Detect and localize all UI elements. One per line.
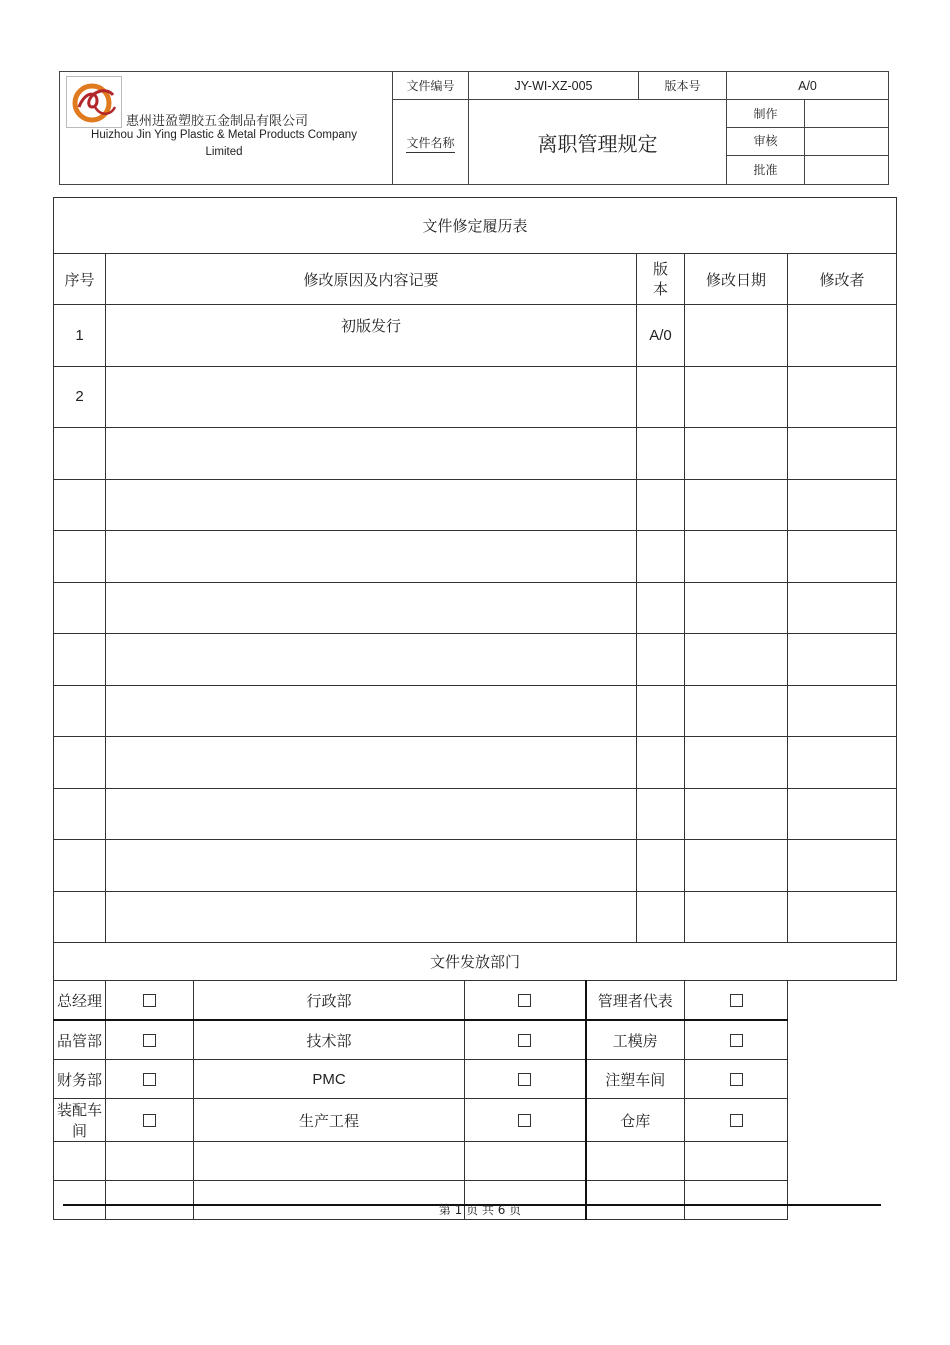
revision-header-version xyxy=(637,254,685,305)
revision-header-version-line2: 本 xyxy=(652,280,668,298)
revision-seq-cell xyxy=(54,582,106,634)
distribution-blank-cell xyxy=(685,1142,788,1181)
revision-reason-cell: 初版发行 xyxy=(106,305,637,367)
revision-reason-cell xyxy=(106,634,637,686)
revision-row xyxy=(54,685,897,737)
company-name-en-line1: Huizhou Jin Ying Plastic & Metal Products Company xyxy=(91,129,357,141)
checkbox-icon[interactable] xyxy=(518,1114,531,1127)
revision-row xyxy=(54,634,897,686)
revision-seq-cell: 1 xyxy=(54,305,106,367)
department-checkbox-cell xyxy=(106,1099,194,1142)
department-label: 管理者代表 xyxy=(586,981,685,1021)
revision-date-cell xyxy=(685,428,788,480)
review-value xyxy=(805,128,888,156)
revision-date-cell xyxy=(685,531,788,583)
revision-date-cell xyxy=(685,737,788,789)
revision-reason-cell xyxy=(106,891,637,943)
revision-row xyxy=(54,788,897,840)
revision-row xyxy=(54,428,897,480)
department-label: 品管部 xyxy=(54,1020,106,1060)
revision-row xyxy=(54,479,897,531)
department-checkbox-cell xyxy=(685,1060,788,1099)
revision-reason-cell xyxy=(106,366,637,428)
revision-row xyxy=(54,840,897,892)
revision-modifier-cell xyxy=(788,685,897,737)
revision-header-date: 修改日期 xyxy=(685,254,788,305)
revision-date-cell xyxy=(685,788,788,840)
review-approve-labels xyxy=(727,128,805,185)
distribution-row xyxy=(54,1060,897,1099)
revision-reason-cell xyxy=(106,428,637,480)
department-checkbox-cell xyxy=(685,1099,788,1142)
revision-seq-cell xyxy=(54,479,106,531)
department-label: 总经理 xyxy=(54,981,106,1021)
revision-modifier-cell xyxy=(788,428,897,480)
revision-header-seq: 序号 xyxy=(54,254,106,305)
revision-reason-cell xyxy=(106,531,637,583)
doc-no-value: JY-WI-XZ-005 xyxy=(469,72,639,100)
distribution-blank-cell xyxy=(586,1142,685,1181)
revision-seq-cell xyxy=(54,531,106,583)
distribution-row xyxy=(54,1020,897,1060)
revision-version-cell xyxy=(637,582,685,634)
revision-version-cell xyxy=(637,428,685,480)
department-label: PMC xyxy=(194,1060,465,1099)
version-value: A/0 xyxy=(727,72,889,100)
distribution-row xyxy=(54,1099,897,1142)
checkbox-icon[interactable] xyxy=(518,1034,531,1047)
revision-row xyxy=(54,582,897,634)
revision-date-cell xyxy=(685,634,788,686)
checkbox-icon[interactable] xyxy=(730,994,743,1007)
revision-modifier-cell xyxy=(788,840,897,892)
distribution-row xyxy=(54,981,897,1021)
revision-reason-cell xyxy=(106,582,637,634)
checkbox-icon[interactable] xyxy=(143,1114,156,1127)
revision-date-cell xyxy=(685,366,788,428)
revision-date-cell xyxy=(685,305,788,367)
revision-reason-cell xyxy=(106,788,637,840)
revision-modifier-cell xyxy=(788,891,897,943)
version-label: 版本号 xyxy=(639,72,727,100)
revision-date-cell xyxy=(685,840,788,892)
company-logo-icon xyxy=(66,76,122,128)
checkbox-icon[interactable] xyxy=(143,994,156,1007)
revision-row xyxy=(54,891,897,943)
distribution-title: 文件发放部门 xyxy=(54,943,897,981)
checkbox-icon[interactable] xyxy=(730,1114,743,1127)
revision-date-cell xyxy=(685,685,788,737)
made-value xyxy=(805,100,889,128)
revision-date-cell xyxy=(685,891,788,943)
department-checkbox-cell xyxy=(465,1060,586,1099)
department-checkbox-cell xyxy=(465,1099,586,1142)
checkbox-icon[interactable] xyxy=(143,1034,156,1047)
doc-name-label: 文件名称 xyxy=(406,136,454,153)
approve-value xyxy=(805,156,888,184)
checkbox-icon[interactable] xyxy=(730,1073,743,1086)
revision-version-cell xyxy=(637,891,685,943)
approve-label: 批准 xyxy=(753,163,778,177)
revision-modifier-cell xyxy=(788,305,897,367)
department-label: 注塑车间 xyxy=(586,1060,685,1099)
checkbox-icon[interactable] xyxy=(518,994,531,1007)
department-label: 技术部 xyxy=(194,1020,465,1060)
revision-seq-cell xyxy=(54,737,106,789)
department-label: 仓库 xyxy=(586,1099,685,1142)
revision-reason-cell xyxy=(106,685,637,737)
revision-version-cell xyxy=(637,685,685,737)
department-checkbox-cell xyxy=(106,1020,194,1060)
revision-version-cell xyxy=(637,366,685,428)
revision-header-reason: 修改原因及内容记要 xyxy=(106,254,637,305)
department-checkbox-cell xyxy=(106,981,194,1021)
doc-no-label: 文件编号 xyxy=(393,72,469,100)
department-label: 财务部 xyxy=(54,1060,106,1099)
department-checkbox-cell xyxy=(685,1020,788,1060)
revision-reason-cell xyxy=(106,737,637,789)
revision-version-cell xyxy=(637,840,685,892)
revision-seq-cell xyxy=(54,685,106,737)
revision-modifier-cell xyxy=(788,634,897,686)
department-label: 生产工程 xyxy=(194,1099,465,1142)
revision-reason-cell xyxy=(106,840,637,892)
revision-seq-cell xyxy=(54,840,106,892)
revision-version-cell xyxy=(637,531,685,583)
revision-date-cell xyxy=(685,479,788,531)
revision-header-modifier: 修改者 xyxy=(788,254,897,305)
department-label: 行政部 xyxy=(194,981,465,1021)
department-checkbox-cell xyxy=(465,1020,586,1060)
revision-table-title: 文件修定履历表 xyxy=(54,198,897,254)
revision-version-cell xyxy=(637,479,685,531)
doc-name-value: 离职管理规定 xyxy=(469,100,727,185)
distribution-blank-cell xyxy=(106,1142,194,1181)
distribution-blank-cell xyxy=(194,1142,465,1181)
review-label: 审核 xyxy=(727,128,804,156)
revision-version-cell xyxy=(637,737,685,789)
company-cell xyxy=(60,72,393,185)
revision-row xyxy=(54,305,897,367)
revision-modifier-cell xyxy=(788,479,897,531)
revision-modifier-cell xyxy=(788,788,897,840)
revision-reason-cell xyxy=(106,479,637,531)
distribution-blank-cell xyxy=(465,1142,586,1181)
revision-date-cell xyxy=(685,582,788,634)
page-footer: 第 1 页 共 6 页 xyxy=(438,1203,522,1217)
company-name-en xyxy=(68,127,380,161)
checkbox-icon[interactable] xyxy=(518,1073,531,1086)
distribution-blank-cell xyxy=(54,1142,106,1181)
department-checkbox-cell xyxy=(465,981,586,1021)
checkbox-icon[interactable] xyxy=(143,1073,156,1086)
company-name-en-line2: Limited xyxy=(205,146,243,158)
revision-seq-cell xyxy=(54,634,106,686)
revision-modifier-cell xyxy=(788,366,897,428)
revision-row xyxy=(54,531,897,583)
department-checkbox-cell xyxy=(106,1060,194,1099)
revision-modifier-cell xyxy=(788,737,897,789)
doc-name-label-cell xyxy=(393,100,469,185)
document-header xyxy=(59,71,889,185)
department-label: 工模房 xyxy=(586,1020,685,1060)
revision-version-cell xyxy=(637,634,685,686)
revision-seq-cell xyxy=(54,788,106,840)
revision-version-cell xyxy=(637,788,685,840)
revision-seq-cell xyxy=(54,891,106,943)
revision-seq-cell: 2 xyxy=(54,366,106,428)
revision-modifier-cell xyxy=(788,531,897,583)
department-label: 装配车间 xyxy=(54,1099,106,1142)
revision-modifier-cell xyxy=(788,582,897,634)
main-table xyxy=(53,197,897,1220)
revision-row xyxy=(54,737,897,789)
revision-seq-cell xyxy=(54,428,106,480)
made-label: 制作 xyxy=(727,100,805,128)
revision-version-cell: A/0 xyxy=(637,305,685,367)
revision-header-version-line1: 版 xyxy=(652,260,668,278)
company-name-cn: 惠州进盈塑胶五金制品有限公司 xyxy=(126,114,309,129)
checkbox-icon[interactable] xyxy=(730,1034,743,1047)
revision-row xyxy=(54,366,897,428)
review-approve-values xyxy=(805,128,889,185)
distribution-blank-row xyxy=(54,1142,897,1181)
department-checkbox-cell xyxy=(685,981,788,1021)
